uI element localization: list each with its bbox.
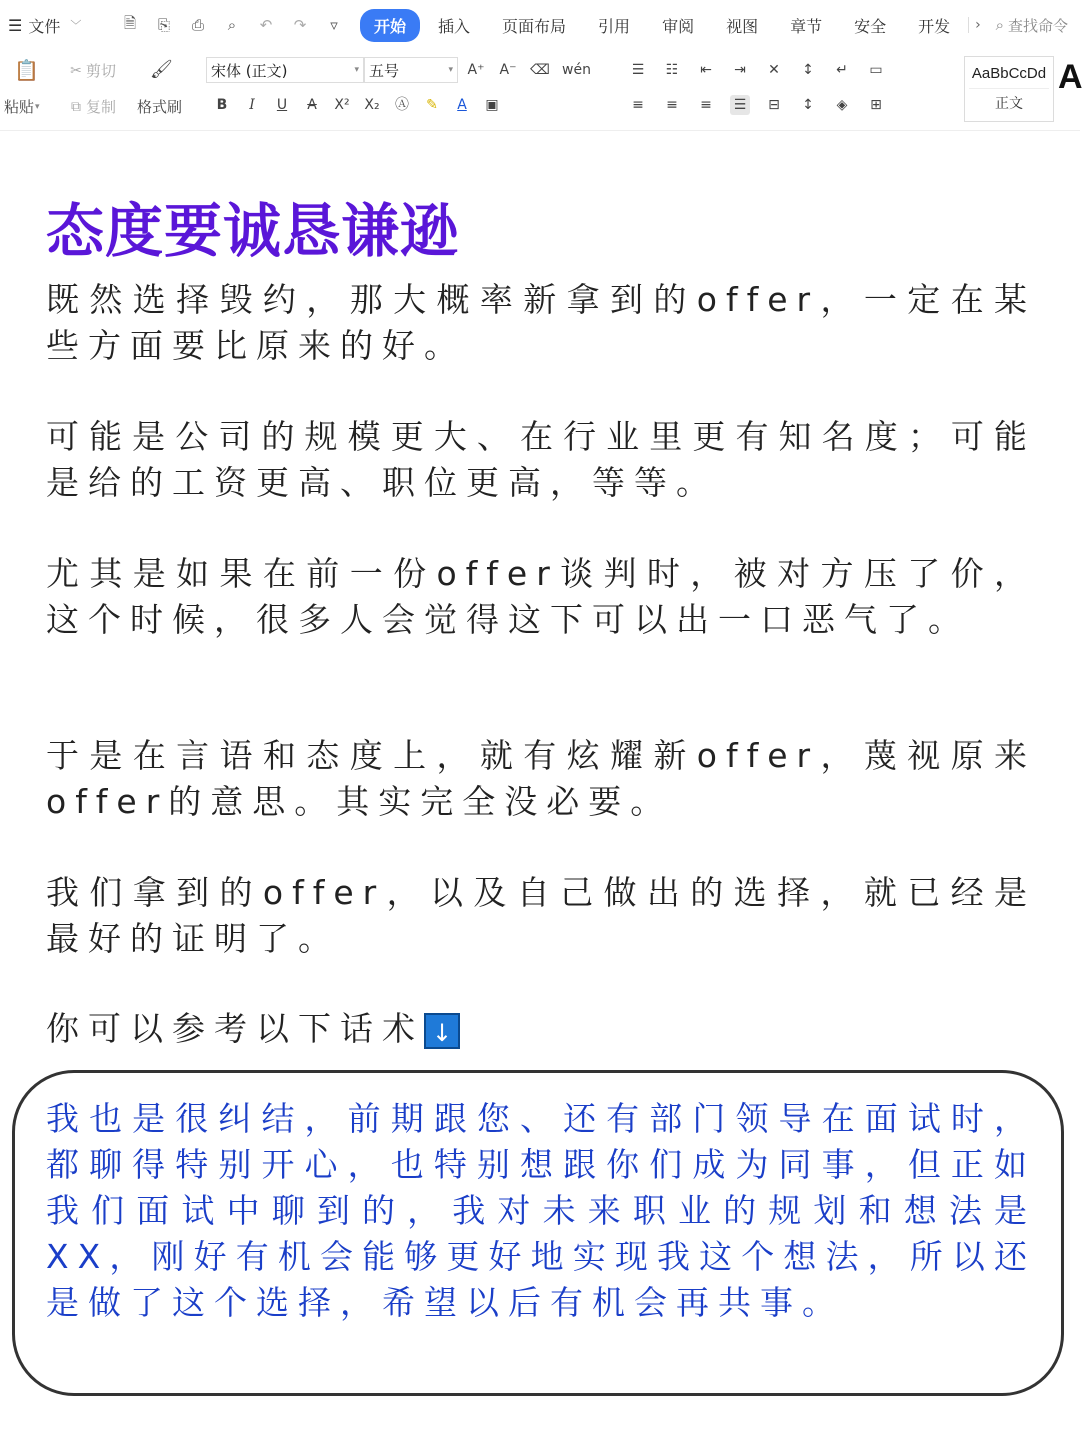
distribute-icon[interactable]: ⊟ [768,97,780,113]
paste-icon[interactable]: 📋 [14,58,39,82]
menu-bar [0,0,1080,50]
paragraph-3: 尤其是如果在前一份offer谈判时，被对方压了价，这个时候，很多人会觉得这下可以出一口恶气了。 [46,554,1036,639]
tab-stops-icon[interactable]: ▭ [869,62,883,78]
paragraph-1: 既然选择毁约，那大概率新拿到的offer，一定在某些方面要比原来的好。 [46,280,1036,365]
underline-icon[interactable]: U [276,97,288,113]
font-name-value: 宋体 (正文) [211,61,288,80]
print-preview-icon[interactable]: ⌕ [227,16,237,34]
export-icon[interactable]: ⎘ [157,16,170,34]
format-painter-icon[interactable]: 🖌 [150,59,173,80]
justify-icon[interactable]: ☰ [730,95,750,115]
highlight-icon[interactable]: ✎ [426,97,438,113]
cut-label: 剪切 [86,62,117,80]
font-size-select[interactable]: 五号 ▾ [364,57,458,83]
redo-icon[interactable]: ↷ [293,16,307,34]
numbered-list-icon[interactable]: ☷ [665,62,679,78]
shrink-font-icon[interactable]: A⁻ [499,62,517,78]
bullet-list-icon[interactable]: ☰ [631,62,645,78]
align-right-icon[interactable]: ≡ [700,97,712,113]
style-heading-preview[interactable]: A [1058,58,1083,96]
chevron-down-icon: ﹀ [70,19,82,32]
paste-label: 粘贴 [4,98,35,116]
line-spacing-icon[interactable]: ↕ [802,97,814,113]
chinese-layout-icon[interactable]: ✕ [768,62,780,78]
bold-icon[interactable]: B [216,97,228,113]
paragraph-5: 我们拿到的offer，以及自己做出的选择，就已经是最好的证明了。 [46,873,1036,958]
command-search[interactable] [996,15,1068,36]
copy-icon: ⧉ [71,98,81,115]
font-size-value: 五号 [369,61,400,80]
save-icon[interactable]: 🗎 [123,13,137,32]
style-name: 正文 [969,88,1049,113]
character-border-icon[interactable]: ▣ [485,97,499,113]
subscript-icon[interactable]: X₂ [364,97,380,113]
font-color-icon[interactable]: A [457,97,467,113]
scissors-icon: ✂ [70,62,82,79]
doc-heading: 态度要诚恳谦逊 [46,197,460,265]
grow-font-icon[interactable]: A⁺ [467,62,485,78]
increase-indent-icon[interactable]: ⇥ [734,62,746,78]
show-marks-icon[interactable]: ↵ [836,62,848,78]
command-search-label: 查找命令 [1007,16,1068,35]
decrease-indent-icon[interactable]: ⇤ [700,62,712,78]
cut-button[interactable] [66,60,116,81]
tab-page-layout[interactable]: 页面布局 [502,16,567,36]
superscript-icon[interactable]: X² [334,97,350,113]
format-painter-button[interactable] [137,96,182,117]
paragraph-2: 可能是公司的规模更大、在行业里更有知名度；可能是给的工资更高、职位更高，等等。 [46,417,1036,502]
style-sample: AaBbCcDd [971,65,1047,82]
clear-format-icon[interactable]: ⌫ [530,62,550,78]
style-normal[interactable] [964,56,1054,122]
tab-insert[interactable]: 插入 [438,16,471,36]
tab-sections[interactable]: 章节 [790,16,823,36]
tab-developer[interactable]: 开发 [918,16,951,36]
paragraph-6 [46,1006,1036,1052]
align-center-icon[interactable]: ≡ [666,97,678,113]
paste-button[interactable]: 粘贴 ▾ [4,98,40,116]
search-icon: ⌕ [995,16,1004,34]
paragraph-4: 于是在言语和态度上，就有炫耀新offer，蔑视原来offer的意思。其实完全没必要。 [46,736,1036,821]
down-arrow-icon: ↓ [424,1013,460,1049]
script-intro-text: 你可以参考以下话术 [46,1009,424,1048]
print-icon[interactable]: ⎙ [191,16,204,34]
copy-label: 复制 [86,98,117,116]
file-menu-label: 文件 [28,16,61,36]
ribbon-tabs [360,9,987,42]
italic-icon[interactable]: I [249,97,255,113]
copy-button[interactable] [66,96,116,117]
text-effect-icon[interactable]: Ⓐ [395,97,409,113]
undo-icon[interactable]: ↶ [259,16,273,34]
strikethrough-icon[interactable]: A [307,97,317,113]
tab-security[interactable]: 安全 [854,16,887,36]
tab-review[interactable]: 审阅 [662,16,695,36]
font-name-select[interactable]: 宋体 (正文) ▾ [206,57,364,83]
file-menu[interactable] [8,14,100,37]
tab-references[interactable]: 引用 [598,16,631,36]
borders-icon[interactable]: ⊞ [870,97,882,113]
tab-view[interactable]: 视图 [726,16,759,36]
tab-home[interactable]: 开始 [360,9,420,42]
ribbon [0,50,1083,131]
chevron-right-icon[interactable]: › [968,17,987,33]
align-left-icon[interactable]: ≡ [632,97,644,113]
sort-icon[interactable]: ↕ [802,62,814,78]
phonetic-guide-icon[interactable]: wén [562,62,591,78]
customize-chevron-icon[interactable]: ▿ [330,16,338,34]
format-painter-label: 格式刷 [137,98,183,116]
hamburger-icon: ☰ [8,15,23,35]
quote-text: 我也是很纠结，前期跟您、还有部门领导在面试时，都聊得特别开心，也特别想跟你们成为同事，但正如我们面试中聊到的，我对未来职业的规划和想法是XX，刚好有机会能够更好地实现我这个想法，所以还是做了这个选择，希望以后有机会再共事。 [46,1099,1036,1322]
shading-icon[interactable]: ◈ [836,97,848,113]
quick-access-toolbar [120,13,344,38]
